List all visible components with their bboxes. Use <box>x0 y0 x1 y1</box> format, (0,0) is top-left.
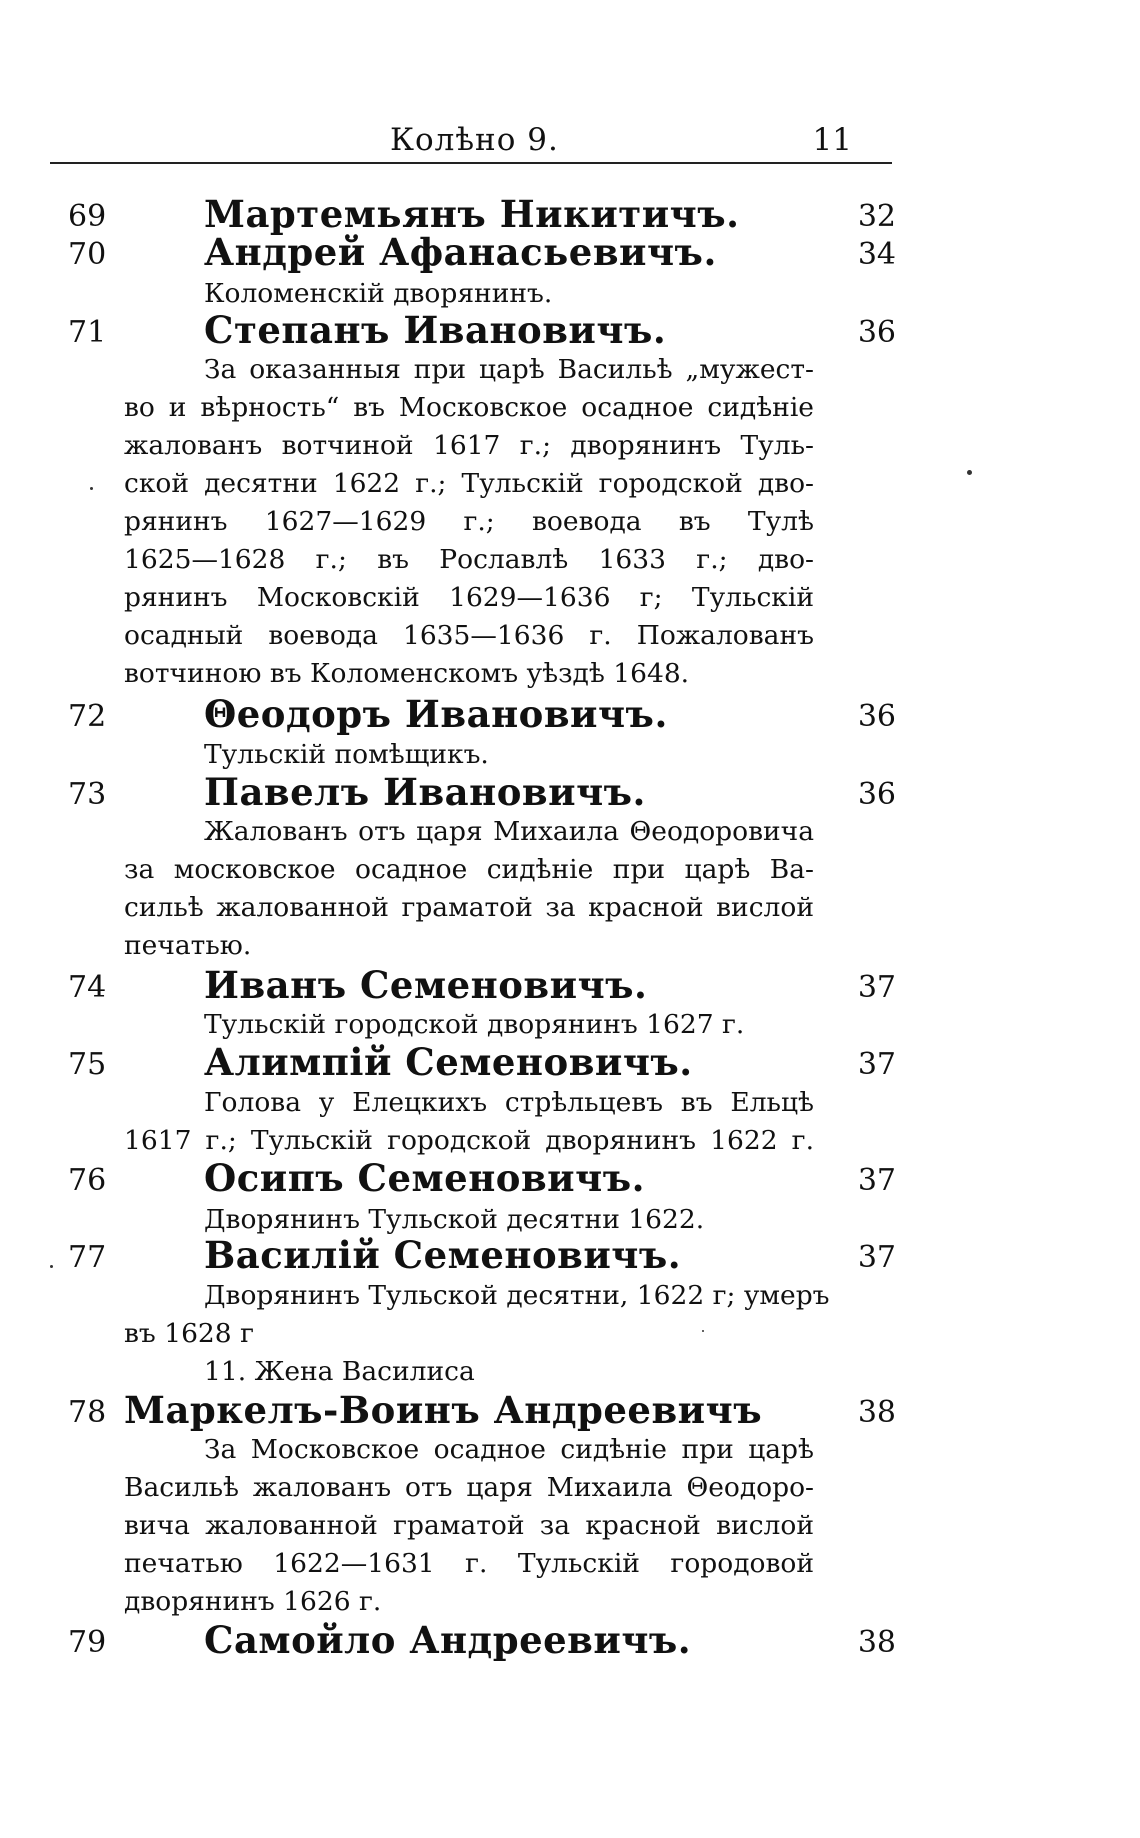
entry-text-line: вотчиною въ Коломенскомъ уѣздѣ 1648. <box>124 658 690 689</box>
entry-reference: 38 <box>857 1395 896 1430</box>
entry-reference: 32 <box>857 199 896 234</box>
entry-name: Павелъ Ивановичъ. <box>204 770 646 814</box>
entry-text-line: осадный воевода 1635—1636 г. Пожалованъ <box>124 620 814 651</box>
entry-number: 79 <box>68 1625 107 1660</box>
entry-reference: 37 <box>857 1163 896 1198</box>
entry-text-line: Васильѣ жалованъ отъ царя Михаила Θеодоро- <box>124 1472 814 1503</box>
entry-text-line: за московское осадное сидѣніе при царѣ Ва- <box>124 854 814 885</box>
entry-number: 78 <box>68 1395 107 1430</box>
entry-text-line: сильѣ жалованной граматой за красной вислой <box>124 892 814 923</box>
scan-speck <box>967 470 972 475</box>
entry-text-line: Дворянинъ Тульской десятни, 1622 г; умеръ <box>204 1280 830 1311</box>
entry-text-line: За оказанныя при царѣ Васильѣ „мужест- <box>204 354 814 385</box>
entry-name: Осипъ Семеновичъ. <box>204 1156 645 1200</box>
entry-number: 74 <box>68 970 107 1005</box>
entry-reference: 36 <box>857 315 896 350</box>
entry-reference: 37 <box>857 1240 896 1275</box>
entry-text-line: Голова у Елецкихъ стрѣльцевъ въ Ельцѣ <box>204 1087 814 1118</box>
entry-text-line: 1617 г.; Тульскій городской дворянинъ 1622 г. <box>124 1125 814 1156</box>
entry-text-line: дворянинъ 1626 г. <box>124 1586 382 1617</box>
entry-number: 73 <box>68 777 107 812</box>
entry-text-line: вича жалованной граматой за красной вислой <box>124 1510 814 1541</box>
entry-text-line: рянинъ Московскій 1629—1636 г; Тульскій <box>124 582 814 613</box>
entry-text-line: печатью. <box>124 930 252 961</box>
entry-number: 69 <box>68 199 107 234</box>
entry-reference: 34 <box>857 237 896 272</box>
entry-number: 71 <box>68 315 107 350</box>
entry-name: Иванъ Семеновичъ. <box>204 963 648 1007</box>
entry-reference: 36 <box>857 777 896 812</box>
page-number: 11 <box>812 122 852 158</box>
entry-number: 70 <box>68 237 107 272</box>
running-header <box>50 110 892 164</box>
entry-text-line: печатью 1622—1631 г. Тульскій городовой <box>124 1548 814 1579</box>
entry-text-line: рянинъ 1627—1629 г.; воевода въ Тулѣ <box>124 506 814 537</box>
entry-text-line: ской десятни 1622 г.; Тульскій городской дво- <box>124 468 814 499</box>
entry-reference: 38 <box>857 1625 896 1660</box>
entry-text-line: жалованъ вотчиной 1617 г.; дворянинъ Туль- <box>124 430 814 461</box>
entry-name: Степанъ Ивановичъ. <box>204 308 667 352</box>
entry-text-line: въ 1628 г <box>124 1318 254 1349</box>
scan-speck <box>702 1330 704 1332</box>
entry-name: Андрей Афанасьевичъ. <box>204 230 717 274</box>
scan-speck <box>90 487 93 490</box>
entry-name: Самойло Андреевичъ. <box>204 1618 692 1662</box>
entry-reference: 36 <box>857 699 896 734</box>
entry-text-line: Дворянинъ Тульской десятни 1622. <box>204 1204 705 1235</box>
entry-text-line: Коломенскій дворянинъ. <box>204 278 553 309</box>
entry-number: 75 <box>68 1047 107 1082</box>
entry-name: Василій Семеновичъ. <box>204 1233 682 1277</box>
entry-text-line: 11. Жена Василиса <box>204 1356 475 1387</box>
entry-name: Алимпій Семеновичъ. <box>204 1040 693 1084</box>
entry-text-line: Тульскій помѣщикъ. <box>204 739 489 770</box>
entry-text-line: во и вѣрность“ въ Московское осадное сидѣніе <box>124 392 814 423</box>
entry-name: Θеодоръ Ивановичъ. <box>204 692 668 736</box>
entry-reference: 37 <box>857 970 896 1005</box>
entry-number: 77 <box>68 1240 107 1275</box>
entry-number: 72 <box>68 699 107 734</box>
entry-name: Мартемьянъ Никитичъ. <box>204 192 740 236</box>
chapter-title: Колѣно 9. <box>390 122 559 158</box>
entry-name: Маркелъ-Воинъ Андреевичъ <box>124 1388 763 1432</box>
entry-text-line: За Московское осадное сидѣніе при царѣ <box>204 1434 814 1465</box>
entry-text-line: Тульскій городской дворянинъ 1627 г. <box>204 1009 745 1040</box>
entry-text-line: Жалованъ отъ царя Михаила Θеодоровича <box>204 816 814 847</box>
entry-reference: 37 <box>857 1047 896 1082</box>
scan-speck <box>50 1265 53 1268</box>
entry-text-line: 1625—1628 г.; въ Рославлѣ 1633 г.; дво- <box>124 544 814 575</box>
entry-number: 76 <box>68 1163 107 1198</box>
